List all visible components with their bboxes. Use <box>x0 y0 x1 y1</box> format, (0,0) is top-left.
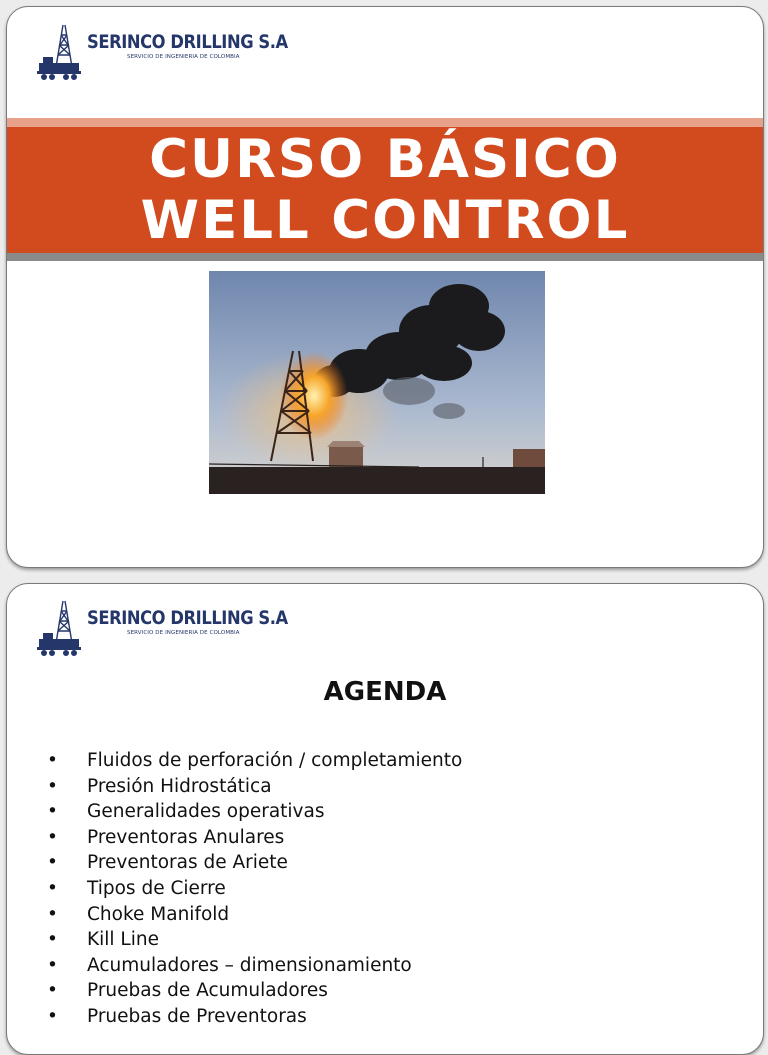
bullet-icon: • <box>47 750 58 771</box>
title-band <box>7 118 763 261</box>
agenda-item <box>47 953 462 979</box>
slide-title-line-1: CURSO BÁSICO <box>149 129 621 190</box>
agenda-item-label: Generalidades operativas <box>87 801 325 823</box>
agenda-item <box>47 799 462 825</box>
agenda-item <box>47 774 462 800</box>
agenda-item-label: Tipos de Cierre <box>87 877 226 899</box>
agenda-item-label: Acumuladores – dimensionamiento <box>87 954 412 976</box>
bullet-icon: • <box>47 852 58 874</box>
bullet-icon: • <box>47 775 58 797</box>
agenda-item <box>47 978 462 1004</box>
bullet-icon: • <box>47 826 58 848</box>
company-name: SERINCO DRILLING S.A <box>87 607 288 629</box>
bullet-icon: • <box>47 954 58 976</box>
agenda-item-label: Preventoras de Ariete <box>87 852 288 874</box>
band-top-stripe <box>7 118 763 127</box>
agenda-item-label: Fluidos de perforación / completamiento <box>87 750 463 771</box>
company-logo <box>35 599 320 657</box>
agenda-item <box>47 825 462 851</box>
agenda-item-label: Presión Hidrostática <box>87 775 272 797</box>
oil-rig-fire-photo <box>209 271 545 494</box>
drilling-rig-icon <box>35 599 83 657</box>
agenda-heading: AGENDA <box>323 677 447 707</box>
agenda-item <box>47 876 462 902</box>
agenda-list <box>47 748 462 1030</box>
bullet-icon: • <box>47 903 58 925</box>
agenda-item-label: Choke Manifold <box>87 903 230 925</box>
agenda-item <box>47 927 462 953</box>
agenda-item <box>47 1004 462 1030</box>
band-main <box>7 127 763 253</box>
company-subtitle: SERVICIO DE INGENIERIA DE COLOMBIA <box>127 54 240 60</box>
bullet-icon: • <box>47 1005 58 1027</box>
bullet-icon: • <box>47 980 58 1002</box>
bullet-icon: • <box>47 877 58 899</box>
company-name: SERINCO DRILLING S.A <box>87 31 288 53</box>
title-slide <box>6 6 764 568</box>
agenda-item-label: Kill Line <box>87 929 159 951</box>
bullet-icon: • <box>47 801 58 823</box>
slide-title-line-2: WELL CONTROL <box>140 190 630 251</box>
company-subtitle: SERVICIO DE INGENIERIA DE COLOMBIA <box>127 630 240 636</box>
agenda-item-label: Preventoras Anulares <box>87 826 285 848</box>
agenda-item <box>47 902 462 928</box>
agenda-item-label: Pruebas de Preventoras <box>87 1005 307 1027</box>
company-logo <box>35 23 320 81</box>
drilling-rig-icon <box>35 23 83 81</box>
bullet-icon: • <box>47 929 58 951</box>
agenda-item <box>47 748 462 774</box>
agenda-item-label: Pruebas de Acumuladores <box>87 980 328 1002</box>
agenda-item <box>47 850 462 876</box>
agenda-slide <box>6 583 764 1055</box>
band-bottom-stripe <box>7 253 763 261</box>
